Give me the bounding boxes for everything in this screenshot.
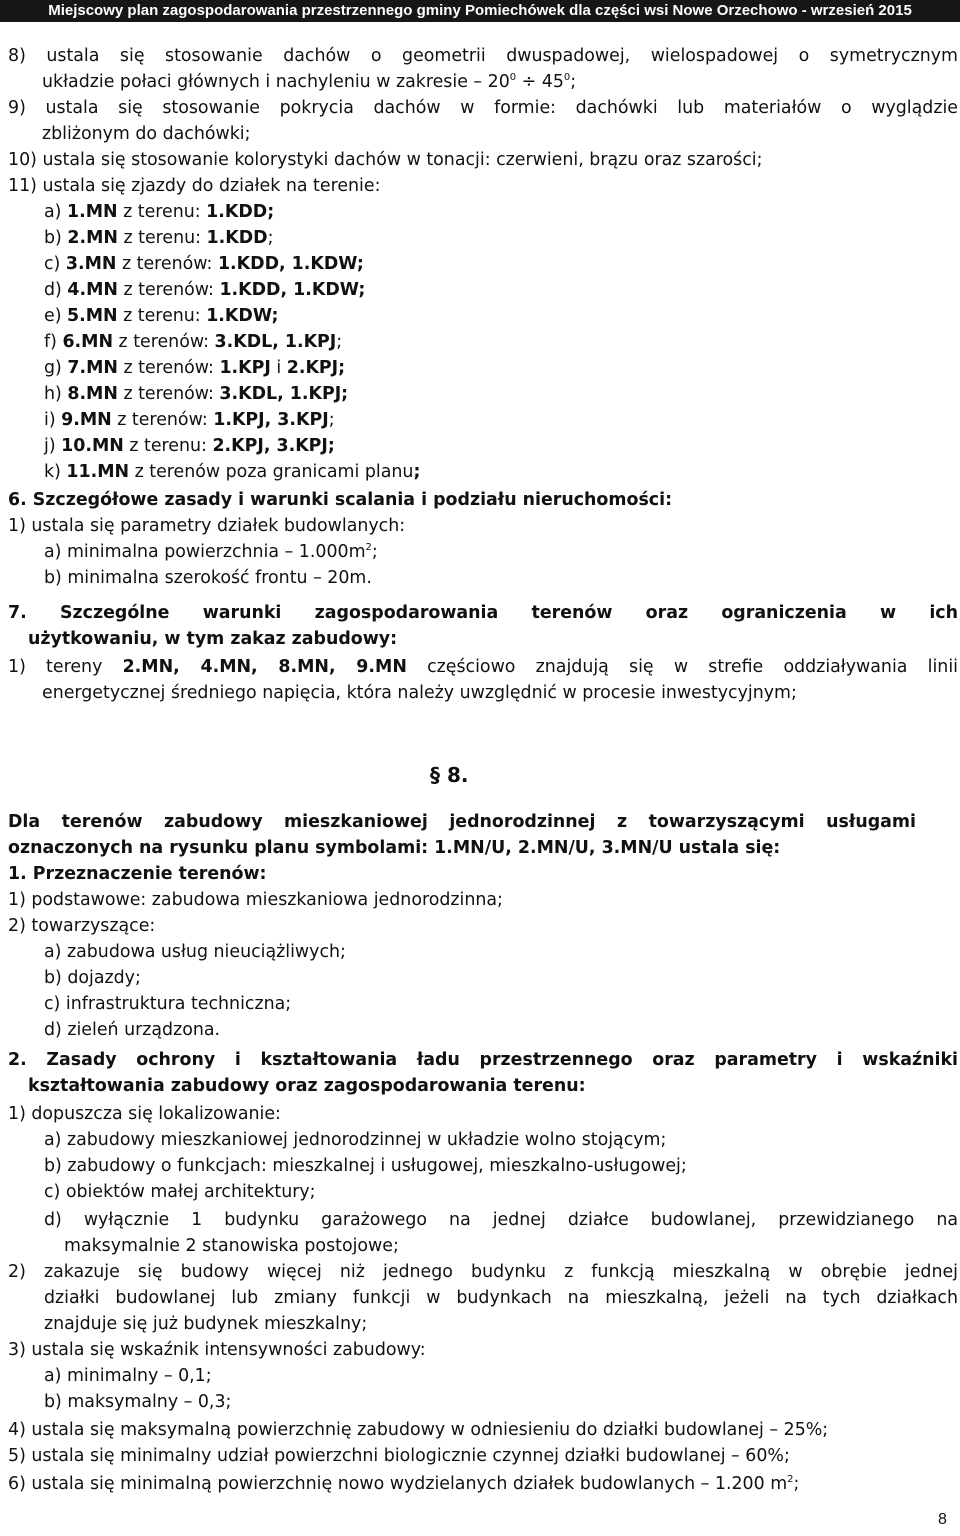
text-line [8,655,958,679]
text-segment: b) minimalna szerokość frontu – 20m. [44,568,372,588]
text-line [8,810,916,834]
superscript: 2 [787,1474,794,1486]
text-segment: działki budowlanej lub zmiany funkcji w budynkach na mieszkalną, jeżeli na tych działkach [44,1288,958,1308]
text-segment: b) maksymalny – 0,3; [44,1392,232,1412]
text-segment: a) zabudowy mieszkaniowej jednorodzinnej w układzie wolno stojącym; [44,1130,667,1150]
bold-text: 2.MN [67,228,118,248]
text-line [44,356,345,380]
text-line [8,174,380,198]
text-segment: 2) towarzyszące: [8,916,156,936]
text-line [44,1154,687,1178]
text-segment: z terenów: [116,254,218,274]
text-line [8,514,405,538]
text-line [42,70,576,94]
text-line [44,382,348,406]
text-segment: b) dojazdy; [44,968,141,988]
text-line [8,601,958,625]
bold-text: kształtowania zabudowy oraz zagospodarowania terenu: [28,1076,586,1096]
text-segment: 9) ustala się stosowanie pokrycia dachów w formie: dachówki lub materiałów o wyglądzie [8,98,958,118]
bold-text: użytkowaniu, w tym zakaz zabudowy: [28,629,398,649]
text-segment: z terenów: [113,332,215,352]
bold-text: 2.KPJ; [286,358,346,378]
bold-text: 1.KDW; [206,306,279,326]
text-segment: c) [44,254,66,274]
text-line [8,96,958,120]
text-line [44,1018,220,1042]
text-line [8,836,780,860]
section-heading: § 8. [430,763,469,787]
text-line [8,148,763,172]
bold-text: 1.KDD; [206,202,275,222]
text-line [44,1286,958,1310]
text-segment: częściowo znajdują się w strefie oddziaływania linii [406,657,958,677]
text-line [44,200,274,224]
text-line [8,1444,790,1468]
text-segment: d) wyłącznie 1 budynku garażowego na jednej działce budowlanej, przewidzianego na [44,1210,958,1230]
text-segment: a) minimalna powierzchnia – 1.000m [44,542,366,562]
bold-text: 4.MN [67,280,118,300]
text-segment: 1) podstawowe: zabudowa mieszkaniowa jednorodzinna; [8,890,503,910]
bold-text: 3.KDL, 1.KPJ; [219,384,349,404]
bold-text: 10.MN [61,436,124,456]
text-segment: maksymalnie 2 stanowiska postojowe; [64,1236,399,1256]
bold-text: 2.MN, 4.MN, 8.MN, 9.MN [122,657,407,677]
text-line [44,1180,316,1204]
text-line [44,434,335,458]
text-segment: ; [793,1474,800,1494]
text-line [64,1234,399,1258]
text-segment: a) zabudowa usług nieuciążliwych; [44,942,346,962]
text-segment: z terenów: [117,358,220,378]
text-segment: 8) ustala się stosowanie dachów o geometrii dwuspadowej, wielospadowej o symetrycznym [8,46,958,66]
text-line [8,862,266,886]
text-line [8,488,672,512]
bold-text: 7.MN [67,358,118,378]
text-segment: 11) ustala się zjazdy do działek na terenie: [8,176,381,196]
text-line [8,1472,799,1496]
text-line [44,278,365,302]
text-segment: znajduje się już budynek mieszkalny; [44,1314,368,1334]
text-line [44,1390,231,1414]
text-line [8,1102,281,1126]
text-line [44,566,372,590]
text-segment: ; [570,72,577,92]
bold-text: 1.KDD [206,228,268,248]
text-segment: układzie połaci głównych i nachyleniu w zakresie – 20 [42,72,510,92]
text-segment: f) [44,332,63,352]
text-segment: zbliżonym do dachówki; [42,124,251,144]
text-segment: h) [44,384,68,404]
text-line [28,627,397,651]
text-segment: ; [267,228,274,248]
text-line [44,1364,212,1388]
bold-text: 2. Zasady ochrony i kształtowania ładu przestrzennego oraz parametry i wskaźniki [8,1050,958,1070]
text-line [8,914,155,938]
bold-text: 1.KPJ [219,358,271,378]
bold-text: 1.KDD, 1.KDW; [219,280,366,300]
text-segment: e) [44,306,68,326]
text-segment: z terenów: [117,384,220,404]
text-line [44,330,342,354]
bold-text: 3.KDL, 1.KPJ [214,332,337,352]
text-segment: 5) ustala się minimalny udział powierzchni biologicznie czynnej działki budowlanej – 60%; [8,1446,790,1466]
text-segment: c) obiektów małej architektury; [44,1182,316,1202]
bold-text: 1.KPJ, 3.KPJ [213,410,329,430]
text-segment: z terenu: [123,436,213,456]
text-line [8,1260,958,1284]
text-segment: 1) dopuszcza się lokalizowanie: [8,1104,281,1124]
text-segment: j) [44,436,62,456]
text-segment: i) [44,410,62,430]
text-segment: 10) ustala się stosowanie kolorystyki dachów w tonacji: czerwieni, brązu oraz szarości; [8,150,763,170]
text-line [44,252,364,276]
text-segment: b) [44,228,68,248]
text-line [8,1418,828,1442]
text-segment: b) zabudowy o funkcjach: mieszkalnej i usługowej, mieszkalno-usługowej; [44,1156,687,1176]
text-line [28,1074,586,1098]
text-line [44,1312,367,1336]
text-segment: d) [44,280,68,300]
bold-text: 9.MN [61,410,112,430]
text-segment: a) [44,202,67,222]
bold-text: 7. Szczególne warunki zagospodarowania terenów oraz ograniczenia w ich [8,603,958,623]
bold-text: ; [413,462,421,482]
text-segment: c) infrastruktura techniczna; [44,994,292,1014]
text-line [8,888,503,912]
text-segment: 1) tereny [8,657,123,677]
text-segment: z terenu: [117,202,207,222]
text-segment: z terenów: [117,280,220,300]
text-segment: ; [371,542,378,562]
bold-text: 6.MN [62,332,114,352]
text-segment: ; [328,410,335,430]
text-segment: z terenu: [117,306,207,326]
text-line [8,44,958,68]
text-segment: 3) ustala się wskaźnik intensywności zabudowy: [8,1340,426,1360]
text-line [44,1128,666,1152]
page-number: 8 [938,1511,947,1528]
bold-text: 11.MN [66,462,130,482]
text-segment: k) [44,462,67,482]
text-segment: 2) zakazuje się budowy więcej niż jednego budynku z funkcją mieszkalną w obrębie jednej [8,1262,958,1282]
text-line [44,304,278,328]
text-segment: a) minimalny – 0,1; [44,1366,212,1386]
text-line [44,940,346,964]
text-line [42,122,251,146]
text-line [44,540,378,564]
bold-text: oznaczonych na rysunku planu symbolami: 1.MN/U, 2.MN/U, 3.MN/U ustala się: [8,838,781,858]
text-line [8,1338,426,1362]
text-segment: d) zieleń urządzona. [44,1020,221,1040]
text-line [44,992,291,1016]
text-segment: g) [44,358,68,378]
text-segment: ; [336,332,343,352]
text-segment: z terenów: [111,410,214,430]
text-line [8,1048,958,1072]
text-line [44,226,273,250]
text-segment: z terenu: [117,228,207,248]
text-line [44,1208,958,1232]
text-segment: 1) ustala się parametry działek budowlanych: [8,516,406,536]
document-header: Miejscowy plan zagospodarowania przestrzennego gminy Pomiechówek dla części wsi Nowe Orzechowo - wrzesień 2015 [0,0,960,22]
text-line [42,681,797,705]
text-segment: z terenów poza granicami planu [129,462,414,482]
bold-text: 8.MN [67,384,118,404]
text-segment: energetycznej średniego napięcia, która należy uwzględnić w procesie inwestycyjnym; [42,683,797,703]
text-segment: 4) ustala się maksymalną powierzchnię zabudowy w odniesieniu do działki budowlanej – 25%; [8,1420,829,1440]
bold-text: 2.KPJ, 3.KPJ; [212,436,335,456]
text-line [44,460,420,484]
text-segment: ÷ 45 [516,72,564,92]
bold-text: 6. Szczegółowe zasady i warunki scalania i podziału nieruchomości: [8,490,673,510]
text-line [44,408,335,432]
bold-text: 1. Przeznaczenie terenów: [8,864,267,884]
superscript: 0 [563,72,571,84]
text-line [44,966,141,990]
bold-text: Dla terenów zabudowy mieszkaniowej jednorodzinnej z towarzyszącymi usługami [8,812,916,832]
superscript: 0 [509,72,517,84]
bold-text: 1.KDD, 1.KDW; [217,254,364,274]
text-segment: 6) ustala się minimalną powierzchnię nowo wydzielanych działek budowlanych – 1.200 m [8,1474,788,1494]
bold-text: 1.MN [66,202,118,222]
text-segment: i [270,358,287,378]
bold-text: 5.MN [67,306,118,326]
superscript: 2 [365,542,372,554]
bold-text: 3.MN [65,254,117,274]
